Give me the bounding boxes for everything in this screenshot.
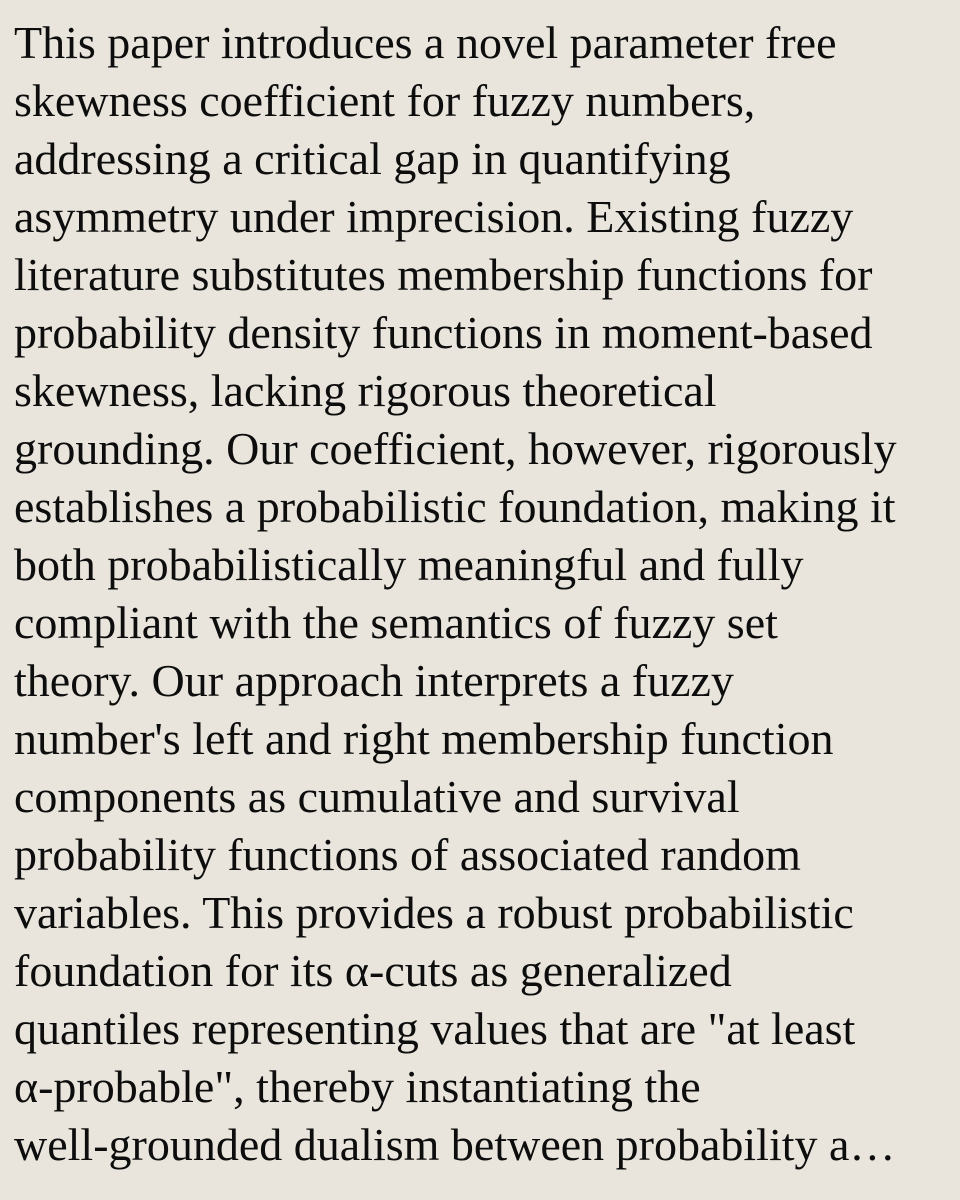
abstract-line: skewness, lacking rigorous theoretical (14, 365, 717, 416)
abstract-line: probability density functions in moment-based (14, 307, 873, 358)
abstract-line: This paper introduces a novel parameter free (14, 17, 837, 68)
abstract-line: variables. This provides a robust probabilistic (14, 887, 854, 938)
abstract-line: well-grounded dualism between probability a… (14, 1119, 896, 1170)
abstract-line: α-probable", thereby instantiating the (14, 1061, 701, 1112)
abstract-line: number's left and right membership function (14, 713, 834, 764)
abstract-line: theory. Our approach interprets a fuzzy (14, 655, 734, 706)
abstract-line: both probabilistically meaningful and fully (14, 539, 804, 590)
abstract-line: literature substitutes membership functions for (14, 249, 873, 300)
abstract-line: compliant with the semantics of fuzzy set (14, 597, 778, 648)
abstract-text (14, 14, 949, 1174)
abstract-line: probability functions of associated random (14, 829, 801, 880)
abstract-line: foundation for its α-cuts as generalized (14, 945, 732, 996)
abstract-line: skewness coefficient for fuzzy numbers, (14, 75, 756, 126)
abstract-line: grounding. Our coefficient, however, rigorously (14, 423, 897, 474)
abstract-line: components as cumulative and survival (14, 771, 740, 822)
abstract-line: establishes a probabilistic foundation, making it (14, 481, 896, 532)
abstract-line: quantiles representing values that are "at least (14, 1003, 856, 1054)
abstract-line: asymmetry under imprecision. Existing fuzzy (14, 191, 854, 242)
abstract-line: addressing a critical gap in quantifying (14, 133, 731, 184)
